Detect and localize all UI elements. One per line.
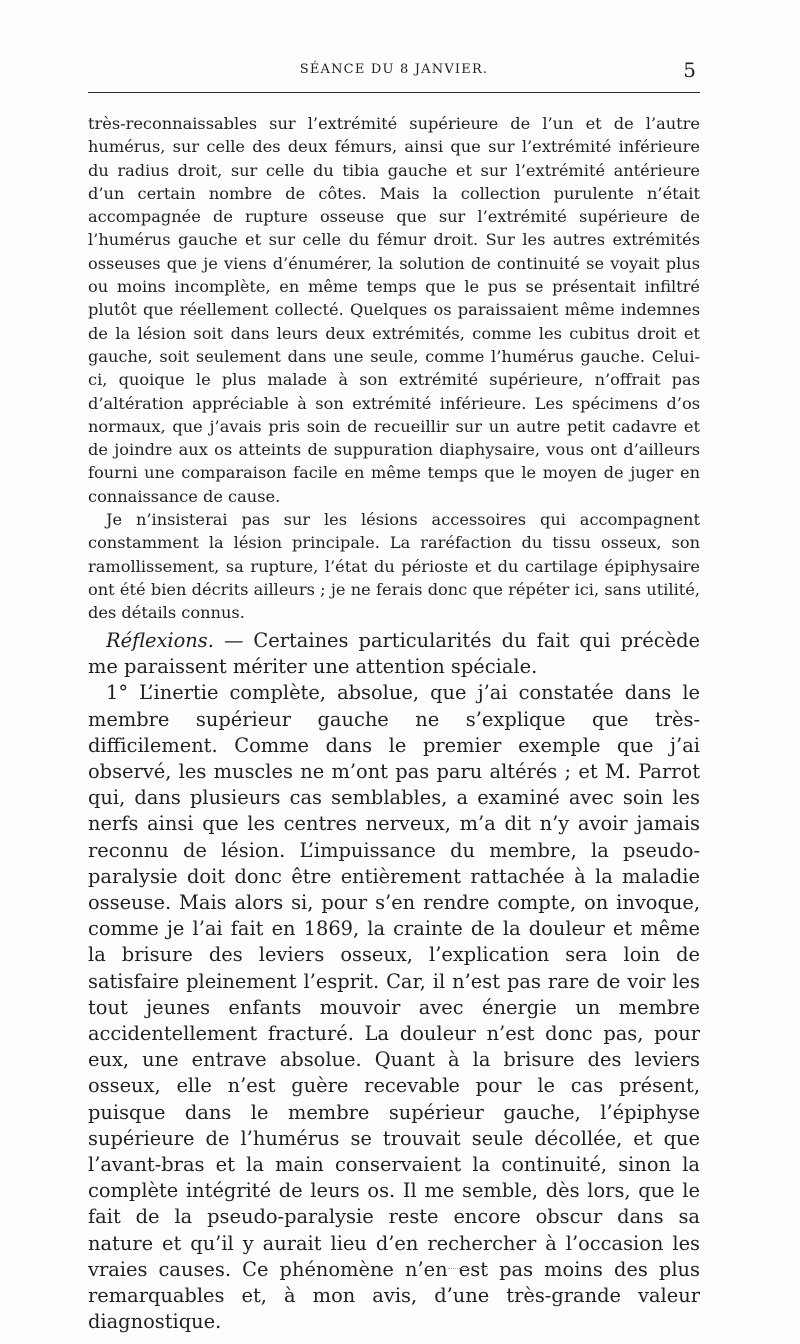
page-header bbox=[88, 58, 700, 93]
paragraph-accessory-lesions: Je n’insisterai pas sur les lésions accessoires qui accompagnent constamment la lésion principale. La raréfaction du tissu osseux, son ramollissement, sa rupture, l’état du périoste et du cartilage épiphysaire ont été bien décrits ailleurs ; je ne ferais donc que répéter ici, sans utilité, des détails connus. bbox=[88, 510, 700, 623]
paragraph-continuation: très-reconnaissables sur l’extrémité supérieure de l’un et de l’autre humérus, sur celle des deux fémurs, ainsi que sur l’extrémité inférieure du radius droit, sur celle du tibia gauche et sur l’extrémité antérieure d’un certain nombre de côtes. Mais la collection purulente n’était accompagnée de rupture osseuse que sur l’extrémité supérieure de l’humérus gauche et sur celle du fémur droit. Sur les autres extrémités osseuses que je viens d’énumérer, la solution de continuité se voyait plus ou moins incomplète, en même temps que le pus se présentait infiltré plutôt que réellement collecté. Quelques os paraissaient même indemnes de la lésion soit dans leurs deux extrémités, comme les cubitus droit et gauche, soit seulement dans une seule, comme l’humérus gauche. Celui-ci, quoique le plus malade à son extrémité supérieure, n’offrait pas d’altération appréciable à son extrémité inférieure. Les spécimens d’os normaux, que j’avais pris soin de recueillir sur un autre petit cadavre et de joindre aux os atteints de suppuration diaphysaire, vous ont d’ailleurs fourni une comparaison facile en même temps que le moyen de juger en connaissance de cause. bbox=[88, 114, 700, 506]
reflexions-intro: — Certaines particularités du fait qui précède me paraissent mériter une attention spéciale. bbox=[88, 629, 700, 679]
reflexions-heading: Réflexions. bbox=[106, 629, 214, 652]
printer-mark bbox=[448, 1268, 488, 1277]
paragraph-point-one: 1° L’inertie complète, absolue, que j’ai constatée dans le membre supérieur gauche ne s’explique que très-difficilement. Comme dans le premier exemple que j’ai observé, les muscles ne m’ont pas paru altérés ; et M. Parrot qui, dans plusieurs cas semblables, a examiné avec soin les nerfs ainsi que les centres nerveux, m’a dit n’y avoir jamais reconnu de lésion. L’impuissance du membre, la pseudo-paralysie doit donc être entièrement rattachée à la maladie osseuse. Mais alors si, pour s’en rendre compte, on invoque, comme je l’ai fait en 1869, la crainte de la douleur et même la brisure des leviers osseux, l’explication sera loin de satisfaire pleinement l’esprit. Car, il n’est pas rare de voir les tout jeunes enfants mouvoir avec énergie un membre accidentellement fracturé. La douleur n’est donc pas, pour eux, une entrave absolue. Quant à la brisure des leviers osseux, elle n’est guère recevable pour le cas présent, puisque dans le membre supérieur gauche, l’épiphyse supérieure de l’humérus se trouvait seule décollée, et que l’avant-bras et la main conservaient la continuité, sinon la complète intégrité de leurs os. Il me semble, dès lors, que le fait de la pseudo-paralysie reste encore obscur dans sa nature et qu’il y aurait lieu d’en rechercher à l’occasion les vraies causes. Ce phénomène n’en est pas moins des plus remarquables et, à mon avis, d’une très-grande valeur diagnostique. bbox=[88, 681, 700, 1334]
reflections-section bbox=[88, 628, 700, 1335]
paragraph-reflexions bbox=[88, 628, 700, 680]
page-number: 5 bbox=[683, 58, 696, 82]
small-print-section bbox=[88, 112, 700, 625]
running-title: SÉANCE DU 8 JANVIER. bbox=[299, 62, 489, 77]
